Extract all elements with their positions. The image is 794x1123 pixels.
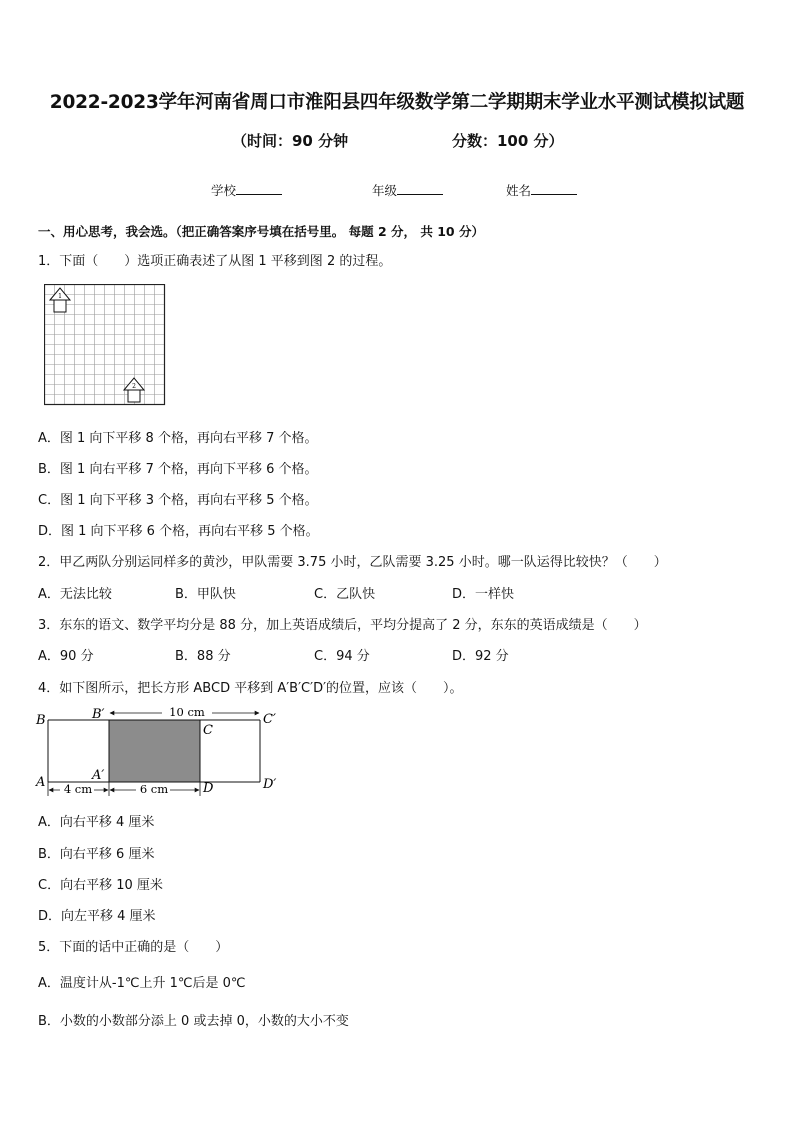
q4-option-d: D．向左平移 4 厘米 xyxy=(38,909,156,924)
q3-option-a: A．90 分 xyxy=(38,649,94,664)
q3-option-c: C．94 分 xyxy=(314,649,370,664)
rectangle-translation-figure xyxy=(34,704,284,800)
name-field: 姓名 xyxy=(506,181,577,199)
shaded-overlap xyxy=(109,720,200,782)
q2-option-a: A．无法比较 xyxy=(38,587,112,602)
question-4-stem: 4．如下图所示，把长方形 ABCD 平移到 A′B′C′D′的位置，应该（ ）。 xyxy=(38,681,463,696)
q1-option-c: C．图 1 向下平移 3 个格，再向右平移 5 个格。 xyxy=(38,493,318,508)
label-d-prime: D′ xyxy=(263,777,277,792)
exam-time: （时间：90 分钟 xyxy=(232,132,349,150)
q1-option-b: B．图 1 向右平移 7 个格，再向下平移 6 个格。 xyxy=(38,462,318,477)
q1-option-a: A．图 1 向下平移 8 个格，再向右平移 7 个格。 xyxy=(38,431,318,446)
label-c-prime: C′ xyxy=(263,712,276,727)
question-3-stem: 3．东东的语文、数学平均分是 88 分，加上英语成绩后，平均分提高了 2 分，东东的英语成绩是（ ） xyxy=(38,618,647,633)
label-b-prime: B′ xyxy=(92,707,105,722)
house-2 xyxy=(124,378,144,402)
grade-field: 年级 xyxy=(372,181,443,199)
label-d: D xyxy=(203,781,214,796)
house-1-label: 1 xyxy=(58,293,62,300)
q4-option-b: B．向右平移 6 厘米 xyxy=(38,847,155,862)
q2-option-b: B．甲队快 xyxy=(175,587,236,602)
grid-figure xyxy=(44,284,166,406)
q4-option-a: A．向右平移 4 厘米 xyxy=(38,815,155,830)
label-a: A xyxy=(36,775,46,790)
exam-title: 2022-2023学年河南省周口市淮阳县四年级数学第二学期期末学业水平测试模拟试题 xyxy=(49,92,745,113)
house-1 xyxy=(50,288,70,312)
q2-option-c: C．乙队快 xyxy=(314,587,376,602)
q5-option-a: A．温度计从-1℃上升 1℃后是 0℃ xyxy=(38,976,246,991)
q3-option-d: D．92 分 xyxy=(452,649,509,664)
q4-option-c: C．向右平移 10 厘米 xyxy=(38,878,163,893)
school-field: 学校 xyxy=(211,181,282,199)
section-heading: 一、用心思考，我会选。（把正确答案序号填在括号里。 每题 2 分， 共 10 分） xyxy=(38,224,484,239)
question-2-stem: 2．甲乙两队分别运同样多的黄沙，甲队需要 3.75 小时，乙队需要 3.25 小时。哪一队运得比较快？（ ） xyxy=(38,555,667,570)
bottom-dimension: 6 cm xyxy=(139,782,169,796)
question-1-stem: 1．下面（ ）选项正确表述了从图 1 平移到图 2 的过程。 xyxy=(38,254,392,269)
question-5-stem: 5．下面的话中正确的是（ ） xyxy=(38,940,229,955)
q5-option-b: B．小数的小数部分添上 0 或去掉 0，小数的大小不变 xyxy=(38,1014,349,1029)
label-b: B xyxy=(36,713,46,728)
q1-option-d: D．图 1 向下平移 6 个格，再向右平移 5 个格。 xyxy=(38,524,319,539)
label-c: C xyxy=(203,723,213,738)
q3-option-b: B．88 分 xyxy=(175,649,231,664)
left-dimension: 4 cm xyxy=(63,782,93,796)
house-2-label: 2 xyxy=(132,383,136,390)
exam-score: 分数：100 分） xyxy=(452,132,564,150)
label-a-prime: A′ xyxy=(92,768,105,783)
top-dimension: 10 cm xyxy=(169,705,205,719)
q2-option-d: D．一样快 xyxy=(452,587,515,602)
